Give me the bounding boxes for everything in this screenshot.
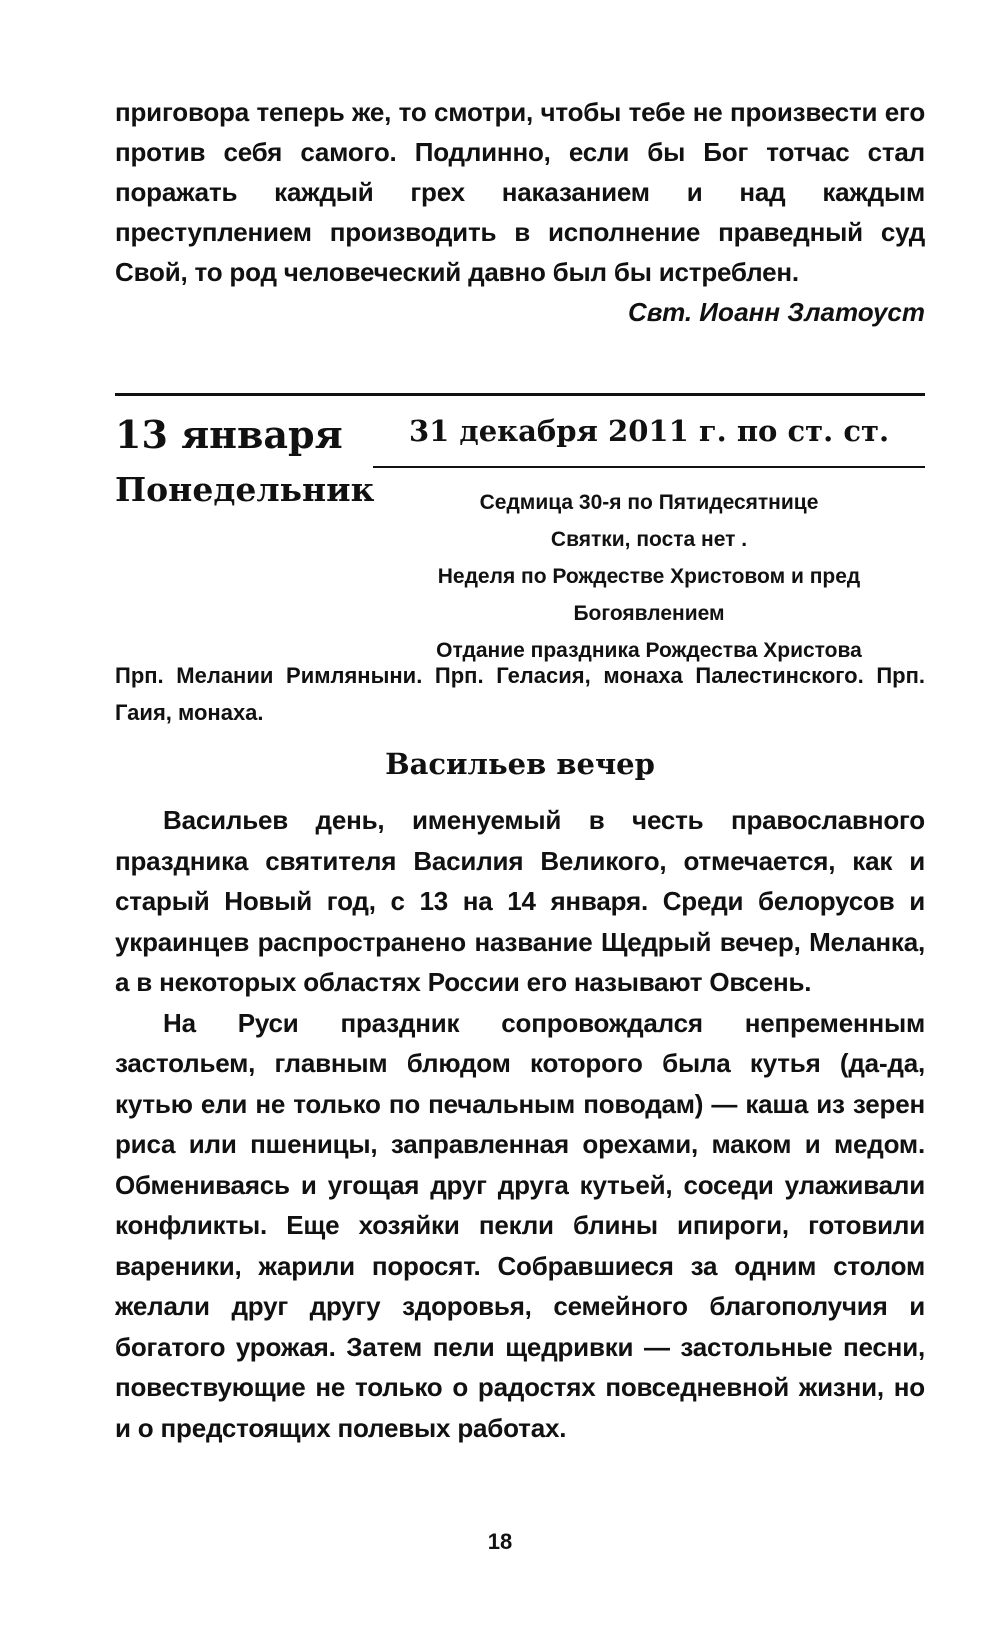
weekday: Понедельник bbox=[115, 470, 375, 509]
quote-text: приговора теперь же, то смотри, чтобы тебе не произвести его против себя самого. Подлинно, если бы Бог тотчас стал поражать каждый грех наказанием и над каждым преступлением производить в исполнение праведный суд Свой, то род человеческий давно был бы истреблен. bbox=[115, 97, 925, 287]
sunday-note: Неделя по Рождестве Христовом и пред Богоявлением bbox=[437, 565, 861, 625]
calendar-date: 13 января bbox=[115, 412, 343, 457]
feast-note: Отдание праздника Рождества Христова bbox=[436, 639, 862, 662]
liturgical-week: Седмица 30-я по Пятидесятнице bbox=[479, 491, 819, 514]
date-left-column bbox=[115, 410, 375, 515]
old-style-date: 31 декабря 2011 г. по ст. ст. bbox=[373, 410, 925, 468]
page-number: 18 bbox=[487, 1529, 513, 1554]
date-header bbox=[115, 410, 925, 662]
section-divider bbox=[115, 393, 925, 396]
article-title: Васильев вечер bbox=[385, 747, 655, 781]
quote-author: Свт. Иоанн Златоуст bbox=[627, 297, 925, 327]
saints-commemoration: Прп. Мелании Римляныни. Прп. Геласия, монаха Палестинского. Прп. Гаия, монаха. bbox=[115, 663, 925, 725]
quote-section bbox=[115, 92, 925, 332]
article-body bbox=[115, 800, 925, 1448]
article-paragraph: Васильев день, именуемый в честь православного праздника святителя Василия Великого, отмечается, как и старый Новый год, с 13 на 14 января. Среди белорусов и украинцев распространено название Щедрый вечер, Меланка, а в некоторых областях России его называют Овсень. bbox=[115, 805, 925, 997]
fasting-note: Святки, поста нет . bbox=[550, 528, 748, 551]
article-paragraph: На Руси праздник сопровождался непременным застольем, главным блюдом которого была кутья (да-да, кутью ели не только по печальным поводам) — каша из зерен риса или пшеницы, заправленная орехами, маком и медом. Обмениваясь и угощая друг друга кутьей, соседи улаживали конфликты. Еще хозяйки пекли блины ипироги, готовили вареники, жарили поросят. Собравшиеся за одним столом желали друг другу здоровья, семейного благополучия и богатого урожая. Затем пели щедривки — застольные песни, повествующие не только о радостях повседневной жизни, но и о предстоящих полевых работах. bbox=[115, 1007, 925, 1443]
liturgical-notes bbox=[373, 484, 925, 669]
date-right-column bbox=[373, 410, 925, 669]
